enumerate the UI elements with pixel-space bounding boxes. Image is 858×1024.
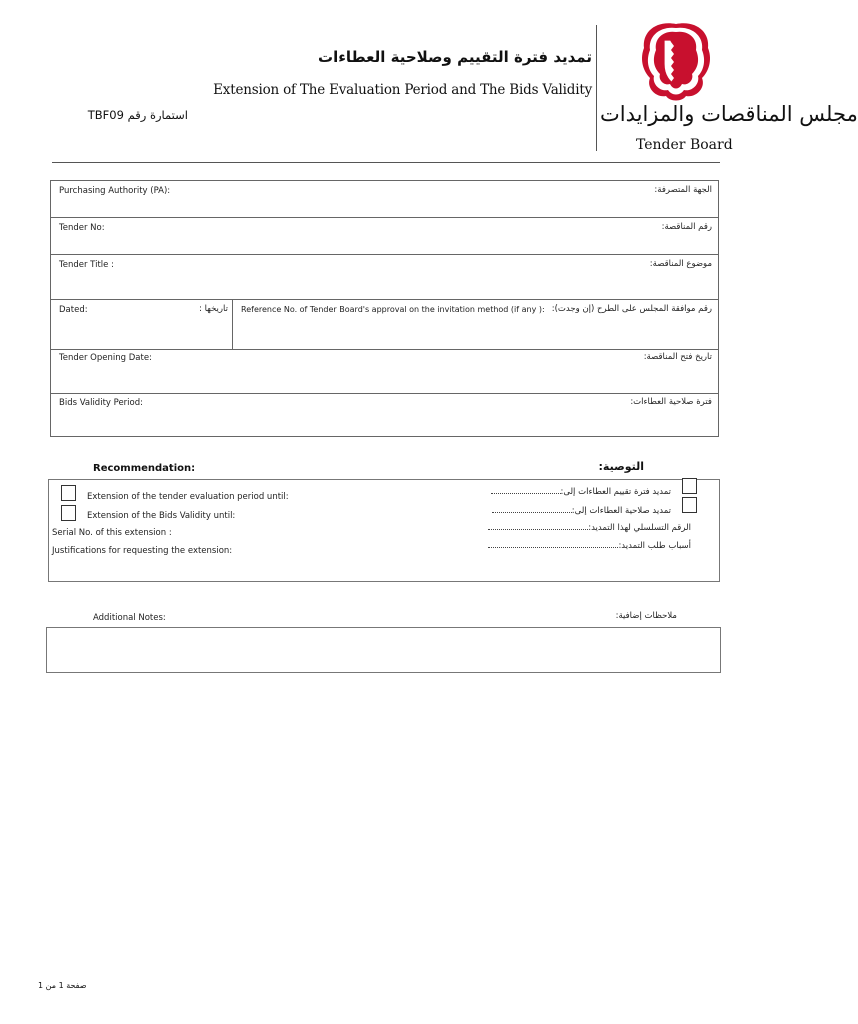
reference-no-label-ar: رقم موافقة المجلس على الطرح (إن وجدت): <box>551 304 712 314</box>
validity-period-label-ar: فترة صلاحية العطاءات: <box>630 397 712 407</box>
tender-no-label-en: Tender No: <box>59 223 105 233</box>
tender-title-label-en: Tender Title : <box>59 260 114 270</box>
dated-label-ar: تاريخها : <box>199 304 228 314</box>
page-number: صفحة 1 من 1 <box>38 981 87 990</box>
title-english: Extension of The Evaluation Period and The Bids Validity <box>213 82 592 98</box>
coat-of-arms-icon <box>636 18 716 104</box>
eval-extension-label-en: Extension of the tender evaluation period until: <box>87 492 289 502</box>
tender-title-label-ar: موضوع المناقصة: <box>649 259 712 269</box>
additional-notes-label-en: Additional Notes: <box>93 613 166 623</box>
reasons-field[interactable] <box>488 539 618 548</box>
eval-extension-date-field[interactable] <box>491 485 561 494</box>
recommendation-box <box>48 479 720 582</box>
row-divider <box>51 349 718 350</box>
row-divider <box>51 254 718 255</box>
tender-board-calligraphy-logo: مجلس المناقصات والمزايدات <box>600 102 858 126</box>
opening-date-label-en: Tender Opening Date: <box>59 353 152 363</box>
row-divider <box>51 217 718 218</box>
validity-extension-checkbox-en[interactable] <box>61 505 76 521</box>
serial-no-field[interactable] <box>488 521 588 530</box>
validity-extension-checkbox-ar[interactable] <box>682 497 697 513</box>
additional-notes-field[interactable] <box>46 627 721 673</box>
form-number: استمارة رقم TBF09 <box>87 108 188 122</box>
row-divider <box>51 299 718 300</box>
dated-label-en: Dated: <box>59 305 88 315</box>
tender-details-form <box>50 180 719 437</box>
purchasing-authority-label-ar: الجهة المتصرفة: <box>654 185 712 195</box>
tender-board-name: Tender Board <box>636 137 733 153</box>
eval-extension-label-ar: تمديد فترة تقييم العطاءات إلى: <box>491 485 671 497</box>
serial-no-label-en: Serial No. of this extension : <box>52 528 172 538</box>
tender-no-label-ar: رقم المناقصة: <box>661 222 712 232</box>
reference-no-label-en: Reference No. of Tender Board's approval on the invitation method (if any ): <box>241 305 545 314</box>
eval-extension-checkbox-en[interactable] <box>61 485 76 501</box>
opening-date-label-ar: تاريخ فتح المناقصة: <box>643 352 712 362</box>
validity-extension-date-field[interactable] <box>492 504 572 513</box>
header-rule <box>52 162 720 163</box>
recommendation-heading-en: Recommendation: <box>93 463 196 474</box>
reasons-label-ar: أسباب طلب التمديد: <box>488 539 691 551</box>
validity-extension-label-en: Extension of the Bids Validity until: <box>87 511 236 521</box>
column-divider <box>232 299 233 349</box>
reasons-label-en: Justifications for requesting the extension: <box>52 546 233 556</box>
recommendation-heading-ar: التوصية: <box>598 460 644 473</box>
validity-extension-label-ar: تمديد صلاحية العطاءات إلى: <box>492 504 671 516</box>
eval-extension-checkbox-ar[interactable] <box>682 478 697 494</box>
header-divider <box>596 25 597 151</box>
additional-notes-label-ar: ملاحظات إضافية: <box>615 611 677 621</box>
serial-no-label-ar: الرقم التسلسلي لهذا التمديد: <box>488 521 691 533</box>
purchasing-authority-label-en: Purchasing Authority (PA): <box>59 186 171 196</box>
row-divider <box>51 393 718 394</box>
title-arabic: تمديد فترة التقييم وصلاحية العطاءات <box>318 48 592 66</box>
validity-period-label-en: Bids Validity Period: <box>59 398 143 408</box>
